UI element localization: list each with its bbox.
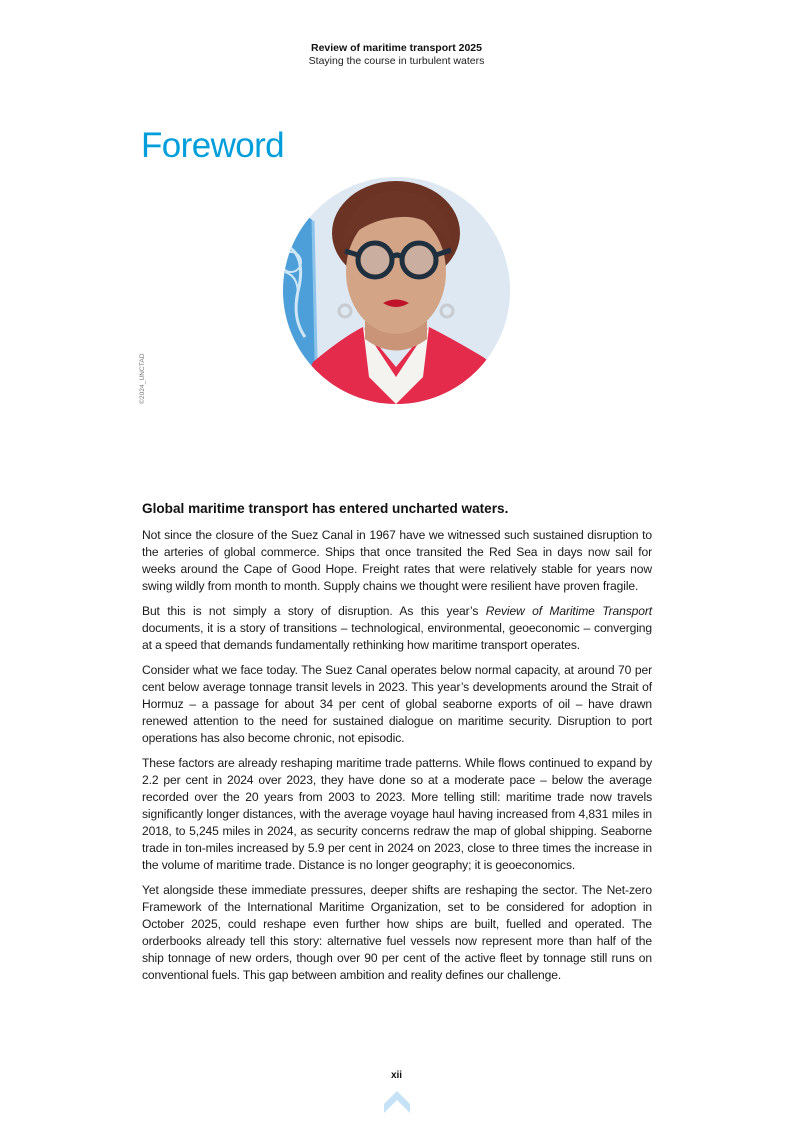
section-heading: Global maritime transport has entered uncharted waters. <box>142 501 509 516</box>
paragraph-5: Yet alongside these immediate pressures, deeper shifts are reshaping the sector. The Net-zero Framework of the International Maritime Organization, set to be considered for adoption in October 2025, could reshape even further how ships are built, fuelled and operated. The orderbooks already tell this story: alternative fuel vessels now represent more than half of the ship tonnage of new orders, though over 90 per cent of the active fleet by tonnage still runs on conventional fuels. This gap between ambition and reality defines our challenge. <box>142 883 652 982</box>
paragraph-2 <box>142 603 652 654</box>
paragraph-3: Consider what we face today. The Suez Canal operates below normal capacity, at around 70 per cent below average tonnage transit levels in 2023. This year’s developments around the Strait of Hormuz – a passage for about 34 per cent of global seaborne exports of oil – have drawn renewed attention to the need for sustained dialogue on maritime security. Disruption to port operations has also become chronic, not episodic. <box>142 663 652 745</box>
portrait-photo <box>283 177 510 404</box>
report-title: Review of maritime transport 2025 <box>311 42 482 54</box>
chevron-up-icon <box>384 1091 410 1113</box>
back-to-top-button[interactable] <box>384 1091 410 1113</box>
paragraph-4: These factors are already reshaping maritime trade patterns. While flows continued to expand by 2.2 per cent in 2024 over 2023, they have done so at a moderate pace – below the average recorded over the 20 years from 2003 to 2023. More telling still: maritime trade now travels significantly longer distances, with the average voyage haul having increased from 4,831 miles in 2018, to 5,245 miles in 2024, as security concerns redraw the map of global shipping. Seaborne trade in ton-miles increased by 5.9 per cent in 2024 on 2023, close to three times the increase in the volume of maritime trade. Distance is no longer geography; it is geoeconomics. <box>142 756 652 872</box>
report-title-italic: Review of Maritime Transport <box>485 604 653 618</box>
paragraph-2-lead: But this is not simply a story of disruption. As this year’s <box>142 604 486 618</box>
paragraph-2-rest: documents, it is a story of transitions – technological, environmental, geoeconomic – converging at a speed that demands fundamentally rethinking how maritime transport operates. <box>142 621 652 652</box>
photo-credit: ©2024_UNCTAD <box>139 353 146 404</box>
un-flag <box>283 214 317 404</box>
paragraph-1: Not since the closure of the Suez Canal in 1967 have we witnessed such sustained disruption to the arteries of global commerce. Ships that once transited the Red Sea in days now sail for weeks around the Cape of Good Hope. Freight rates that were relatively stable for years now swing wildly from month to month. Supply chains we thought were resilient have proven fragile. <box>142 528 652 593</box>
page-number: xii <box>390 1070 403 1081</box>
page-title: Foreword <box>141 126 285 165</box>
running-header <box>0 42 793 68</box>
report-subtitle: Staying the course in turbulent waters <box>308 55 485 67</box>
foreword-body <box>142 500 652 992</box>
